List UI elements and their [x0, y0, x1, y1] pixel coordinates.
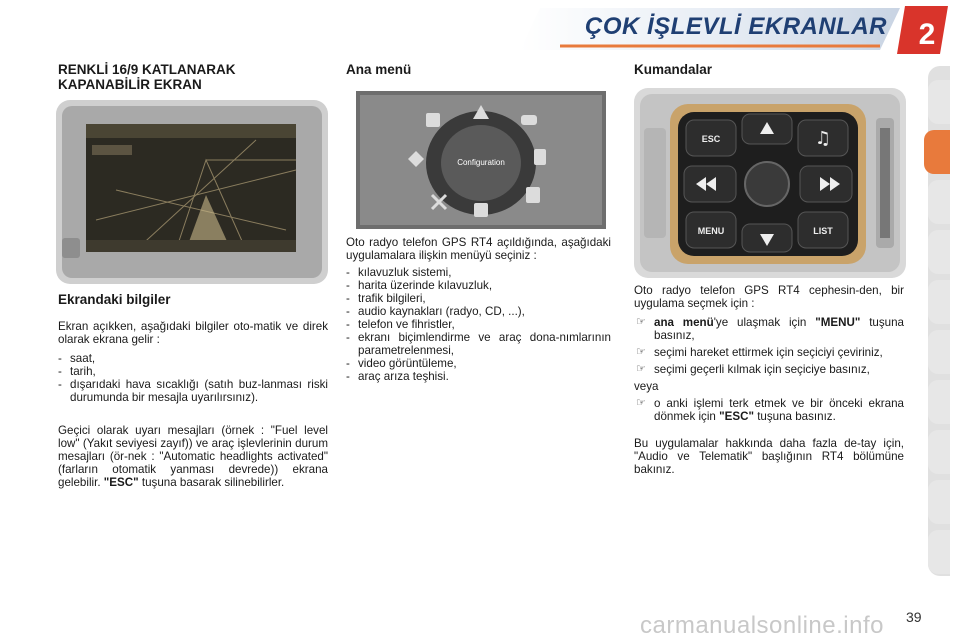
temp-messages-paragraph: Geçici olarak uyarı mesajları (örnek : "Fuel level low" (Yakıt seviyesi zayıf)) ve araç işlevlerinin durum mesajları (ör-nek : "Automatic headlights activated" (farların otomatik yanması devrede)) ekrana gelebilir. "ESC" tuşuna basarak silinebilirler. [58, 424, 328, 489]
controls-steps [634, 316, 904, 376]
menu-button-label: MENU [697, 226, 725, 236]
or-text: veya [634, 380, 659, 393]
chapter-tab[interactable] [928, 430, 950, 474]
vehicle-icon [521, 115, 537, 125]
page-title: ÇOK İŞLEVLİ EKRANLAR [585, 13, 888, 40]
chapter-tab[interactable] [928, 180, 950, 224]
controls-intro: Oto radyo telefon GPS RT4 cephesin-den, bir uygulama seçmek için : [634, 284, 904, 310]
main-menu-text [346, 236, 611, 383]
phone-icon [534, 149, 546, 165]
display-screen-image [56, 100, 328, 284]
list-item: - araç arıza teşhisi. [346, 370, 611, 383]
display-settings-icon [526, 187, 540, 203]
chapter-tab[interactable] [928, 280, 950, 324]
display-info-heading: Ekrandaki bilgiler [58, 292, 171, 307]
chapter-tab[interactable] [928, 230, 950, 274]
guidance-icon [426, 113, 440, 127]
main-menu-title: Ana menü [346, 62, 412, 77]
chapter-tab[interactable] [928, 80, 950, 124]
esc-button-label: ESC [701, 134, 721, 144]
chapter-tab[interactable] [928, 330, 950, 374]
list-item: - harita üzerinde kılavuzluk, [346, 279, 611, 292]
chapter-number: 2 [918, 18, 936, 51]
controls-text [634, 284, 904, 476]
list-item: - kılavuzluk sistemi, [346, 266, 611, 279]
list-item: - telefon ve fihristler, [346, 318, 611, 331]
audio-icon [474, 203, 488, 217]
column-controls [634, 62, 906, 77]
list-item: ☞ ana menü'ye ulaşmak için "MENU" tuşuna basınız, [636, 316, 904, 342]
list-item: - video görüntüleme, [346, 357, 611, 370]
hand-pointer-icon: ☞ [636, 346, 646, 358]
list-item: ☞ seçimi hareket ettirmek için seçiciyi çeviriniz, [636, 346, 883, 359]
list-item: - saat, [58, 352, 328, 365]
page-number: 39 [906, 609, 922, 625]
list-item: - ekranı biçimlendirme ve araç dona-nımlarının parametrelenmesi, [346, 331, 611, 357]
controls-footer-note: Bu uygulamalar hakkında daha fazla de-tay için, "Audio ve Telematik" başlığının RT4 bölümüne bakınız. [634, 437, 904, 476]
list-button-label: LIST [813, 226, 833, 236]
display-info-block [58, 292, 328, 489]
controls-panel-image [634, 88, 906, 278]
list-item: ☞ seçimi geçerli kılmak için seçiciye basınız, [636, 363, 870, 376]
controls-title: Kumandalar [634, 62, 713, 77]
column-display [58, 62, 330, 92]
controls-steps-alt [634, 397, 904, 423]
chapter-tab-active[interactable] [924, 130, 950, 174]
hand-pointer-icon: ☞ [636, 316, 646, 328]
hand-pointer-icon: ☞ [636, 397, 646, 409]
main-menu-image [356, 91, 606, 229]
display-info-intro: Ekran açıkken, aşağıdaki bilgiler oto-matik ve direk olarak ekrana gelir : [58, 320, 328, 346]
watermark: carmanualsonline.info [640, 612, 884, 639]
main-menu-intro: Oto radyo telefon GPS RT4 açıldığında, aşağıdaki uygulamalara ilişkin menüyü seçiniz : [346, 236, 611, 262]
display-info-list [58, 352, 328, 404]
column-main-menu [346, 62, 611, 77]
hand-pointer-icon: ☞ [636, 363, 646, 375]
menu-center-label: Configuration [457, 158, 505, 167]
esc-key-ref: "ESC" [103, 476, 139, 489]
music-icon: ♫ [814, 128, 832, 149]
list-item: - audio kaynakları (radyo, CD, ...), [346, 305, 611, 318]
list-item: - tarih, [58, 365, 328, 378]
list-item: - trafik bilgileri, [346, 292, 611, 305]
list-item: ☞ o anki işlemi terk etmek ve bir önceki ekrana dönmek için "ESC" tuşuna basınız. [636, 397, 904, 423]
chapter-tab[interactable] [928, 530, 950, 574]
chapter-tab[interactable] [928, 380, 950, 424]
chapter-tab[interactable] [928, 480, 950, 524]
display-section-title: RENKLİ 16/9 KATLANARAK KAPANABİLİR EKRAN [58, 62, 236, 92]
main-menu-list [346, 266, 611, 383]
list-item: - dışarıdaki hava sıcaklığı (satıh buz-lanması riski durumunda bir mesajla uyarılırsınız). [58, 378, 328, 404]
